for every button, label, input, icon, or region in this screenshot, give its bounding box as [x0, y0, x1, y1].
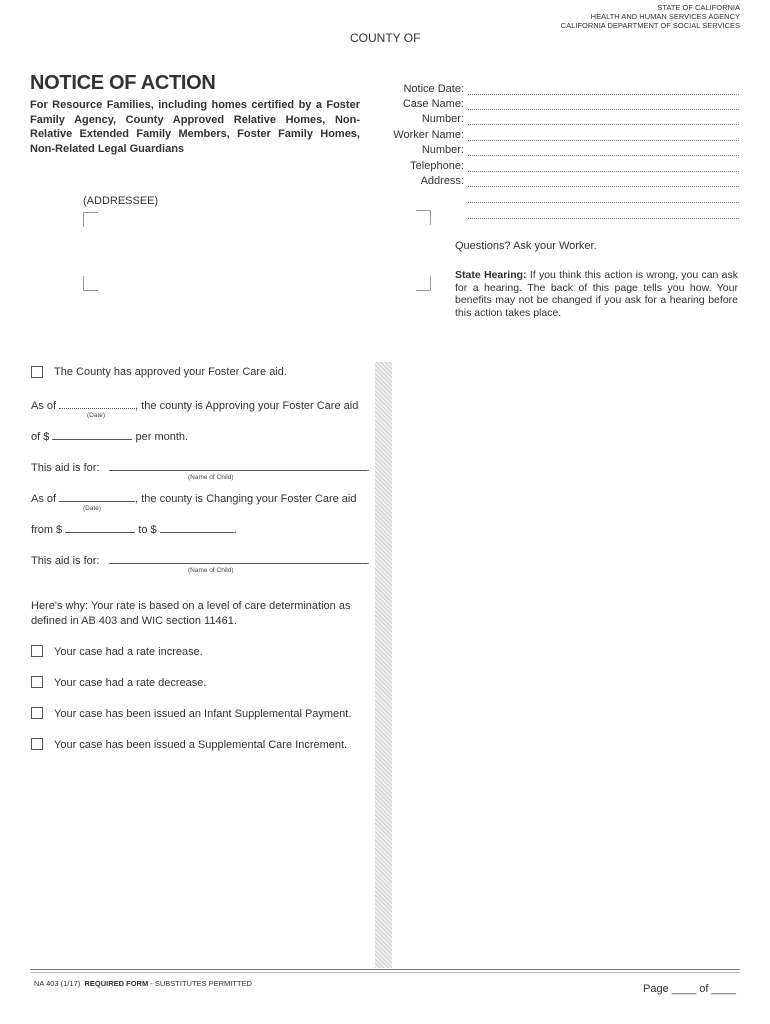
- rate-decrease-checkbox[interactable]: [31, 676, 43, 688]
- period: .: [366, 555, 370, 567]
- address-label: Address:: [420, 175, 464, 187]
- as-of-label: As of: [31, 493, 57, 505]
- addressee-label: (ADDRESSEE): [83, 195, 159, 207]
- footer-divider: [30, 969, 740, 973]
- page-number: Page ____ of ____: [643, 983, 736, 995]
- child-name-caption: (Name of Child): [188, 474, 234, 481]
- care-increment-text: Your case has been issued a Supplemental Care Increment.: [54, 739, 348, 751]
- from-to-row: [31, 522, 237, 536]
- county-label: COUNTY OF: [350, 31, 421, 45]
- as-of-label: As of: [31, 400, 57, 412]
- date-caption: (Date): [83, 505, 102, 512]
- state-line: STATE OF CALIFORNIA: [657, 3, 740, 12]
- window-corner-bottom-right: [416, 276, 431, 291]
- heres-why-line-2: defined in AB 403 and WIC section 11461.: [31, 615, 237, 627]
- telephone-field[interactable]: [468, 171, 739, 172]
- worker-number-field[interactable]: [468, 155, 739, 156]
- infant-payment-checkbox[interactable]: [31, 707, 43, 719]
- address-field-line-2[interactable]: [468, 202, 739, 203]
- window-corner-top-right: [416, 210, 431, 225]
- notice-date-field[interactable]: [468, 94, 739, 95]
- changing-row: [31, 491, 356, 505]
- address-field-line-3[interactable]: [468, 218, 739, 219]
- per-month-label: per month.: [135, 431, 189, 443]
- to-dollar-label: to $: [138, 524, 157, 536]
- aid-for-label: This aid is for:: [31, 462, 100, 474]
- approving-row: [31, 398, 358, 412]
- child-name-field-1[interactable]: [109, 460, 367, 471]
- department-line: CALIFORNIA DEPARTMENT OF SOCIAL SERVICES: [560, 21, 740, 30]
- state-hearing-notice: [455, 269, 738, 319]
- aid-for-label: This aid is for:: [31, 555, 100, 567]
- heres-why-line-1: Here's why: Your rate is based on a level of care determination as: [31, 600, 351, 612]
- changing-text: , the county is Changing your Foster Care aid: [135, 493, 357, 505]
- case-name-field[interactable]: [468, 109, 739, 110]
- from-dollar-label: from $: [31, 524, 63, 536]
- case-number-field[interactable]: [468, 124, 739, 125]
- window-corner-top-left: [83, 212, 98, 227]
- amount-row: [31, 429, 188, 443]
- worker-name-label: Worker Name:: [393, 129, 464, 141]
- required-form-label: REQUIRED FORM: [84, 979, 149, 988]
- approved-checkbox[interactable]: [31, 366, 43, 378]
- state-hearing-label: State Hearing:: [455, 269, 527, 281]
- period: .: [233, 524, 237, 536]
- questions-text: Questions? Ask your Worker.: [455, 240, 597, 252]
- rate-decrease-text: Your case had a rate decrease.: [54, 677, 207, 689]
- date-caption: (Date): [87, 412, 106, 419]
- agency-line: HEALTH AND HUMAN SERVICES AGENCY: [590, 12, 740, 21]
- address-field[interactable]: [468, 186, 739, 187]
- to-amount-field[interactable]: [160, 522, 234, 533]
- state-hearing-text: If you think this action is wrong, you can ask for a hearing. The back of this page tells you how. Your benefits may not be changed if you ask for a hearing before this action takes place.: [455, 269, 738, 319]
- approving-text: , the county is Approving your Foster Care aid: [135, 400, 359, 412]
- of-dollar-label: of $: [31, 431, 50, 443]
- window-corner-bottom-left: [83, 276, 98, 291]
- form-id: NA 403 (1/17): [34, 979, 81, 988]
- case-number-label: Number:: [421, 113, 464, 125]
- from-amount-field[interactable]: [65, 522, 135, 533]
- monthly-amount-field[interactable]: [52, 429, 132, 440]
- changing-date-field[interactable]: [59, 491, 135, 502]
- rate-increase-checkbox[interactable]: [31, 645, 43, 657]
- period: .: [366, 462, 370, 474]
- telephone-label: Telephone:: [410, 160, 464, 172]
- worker-name-field[interactable]: [468, 140, 739, 141]
- substitutes-label: - SUBSTITUTES PERMITTED: [148, 979, 252, 988]
- aid-for-row-2: [31, 553, 370, 567]
- approved-text: The County has approved your Foster Care aid.: [54, 366, 287, 378]
- child-name-caption: (Name of Child): [188, 567, 234, 574]
- notice-date-label: Notice Date:: [403, 83, 464, 95]
- page-title: NOTICE OF ACTION: [30, 72, 216, 94]
- care-increment-checkbox[interactable]: [31, 738, 43, 750]
- case-name-label: Case Name:: [402, 98, 464, 110]
- child-name-field-2[interactable]: [109, 553, 367, 564]
- aid-for-row-1: [31, 460, 370, 474]
- state-agency-block: [561, 3, 740, 30]
- page-subtitle: For Resource Families, including homes certified by a Foster Family Agency, County Approved Relative Homes, Non-Relative Extended Family Members, Foster Family Homes, Non-Related Legal Guardians: [30, 99, 360, 155]
- binding-stripe: [375, 362, 392, 968]
- infant-payment-text: Your case has been issued an Infant Supplemental Payment.: [54, 708, 352, 720]
- rate-increase-text: Your case had a rate increase.: [54, 646, 203, 658]
- approving-date-field[interactable]: [59, 398, 135, 409]
- worker-number-label: Number:: [421, 144, 464, 156]
- form-identifier: [34, 979, 252, 988]
